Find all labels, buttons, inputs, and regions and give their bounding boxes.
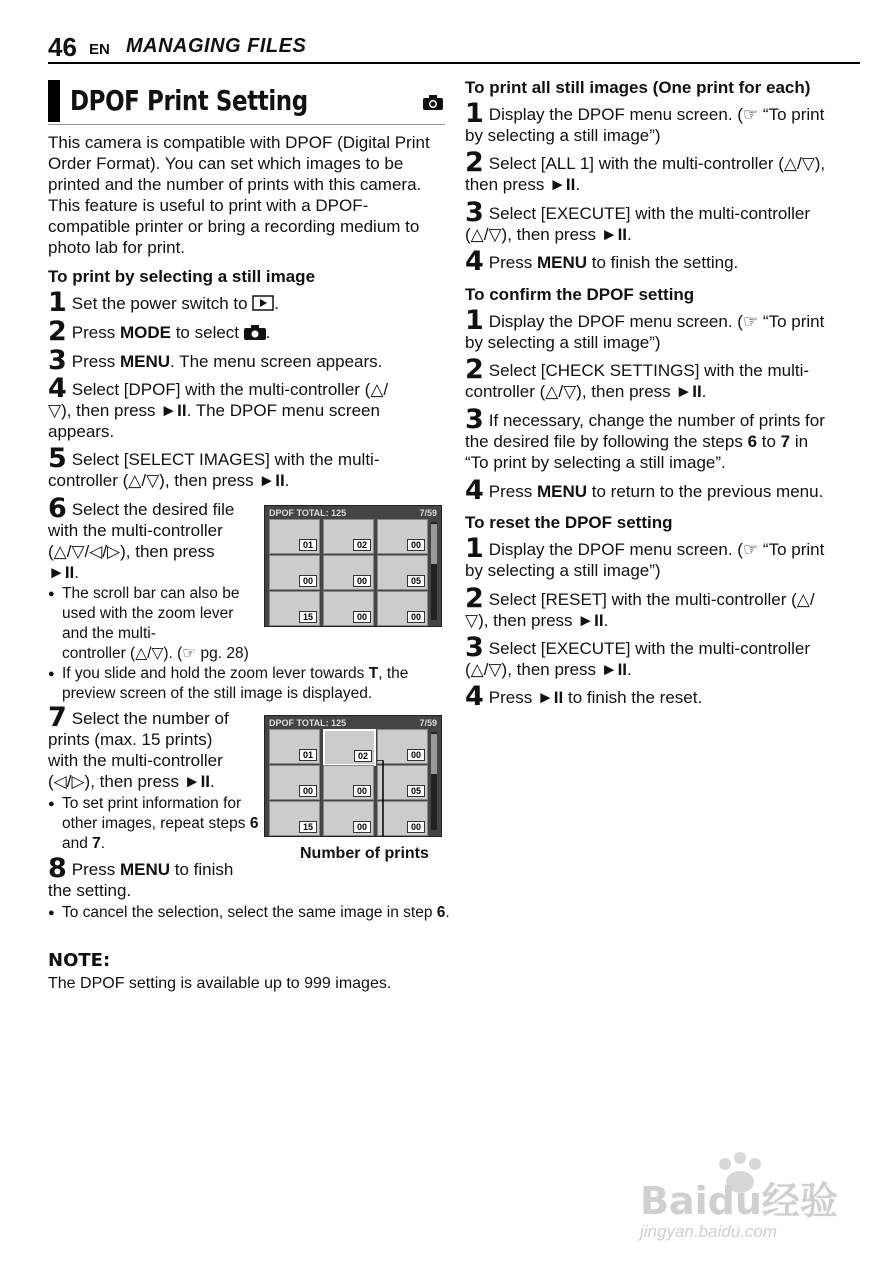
watermark-url: jingyan.baidu.com — [640, 1222, 778, 1241]
bullet-scroll-bar-cont: controller (△/▽). (☞ pg. 28) — [62, 645, 249, 662]
step-4: 4 Select [DPOF] with the multi-controller (△/ ▽), then press ►II. The DPOF menu screen appears. — [48, 373, 389, 441]
thumbnail-cell: 00 — [269, 765, 320, 800]
step-6: 6 Select the desired file with the multi-controller (△/▽/◁/▷), then press ►II. — [48, 493, 235, 582]
watermark-brand: Baidu经验 — [640, 1179, 838, 1223]
thumbnail-cell: 00 — [323, 765, 374, 800]
title-bar — [48, 80, 60, 122]
thumbnail-cell: 02 — [323, 519, 374, 554]
thumbnail-cell: 05 — [377, 765, 428, 800]
screen-scrollbar — [431, 522, 437, 620]
page-title-block — [48, 80, 445, 125]
page-number: 46 — [48, 32, 77, 62]
heading-print-all: To print all still images (One print for each) — [465, 78, 811, 97]
number-of-prints-caption: Number of prints — [300, 845, 429, 862]
confirm-step-4: 4 Press MENU to return to the previous menu. — [465, 475, 824, 506]
thumbnail-cell: 15 — [269, 591, 320, 626]
step-5: 5 Select [SELECT IMAGES] with the multi- controller (△/▽), then press ►II. — [48, 443, 380, 490]
thumbnail-cell: 00 — [323, 801, 374, 836]
language-label: EN — [89, 41, 110, 58]
bullet-zoom-lever: ● If you slide and hold the zoom lever towards T, the preview screen of the still image is displayed. — [48, 664, 454, 704]
callout-line — [365, 760, 395, 840]
screen-header: DPOF TOTAL: 125 7/59 — [269, 508, 437, 518]
thumbnail-cell: 00 — [323, 555, 374, 590]
all-step-3: 3 Select [EXECUTE] with the multi-controller (△/▽), then press ►II. — [465, 197, 811, 244]
thumbnail-cell: 01 — [269, 519, 320, 554]
all-step-2: 2 Select [ALL 1] with the multi-controller (△/▽), then press ►II. — [465, 147, 826, 194]
camera-icon — [423, 95, 443, 110]
note-heading: NOTE: — [48, 950, 111, 971]
confirm-step-2: 2 Select [CHECK SETTINGS] with the multi- controller (△/▽), then press ►II. — [465, 354, 810, 401]
thumbnail-cell: 00 — [377, 801, 428, 836]
step-8: 8 Press MENU to finish the setting. — [48, 853, 234, 900]
reset-step-1: 1 Display the DPOF menu screen. (☞ “To print by selecting a still image”) — [465, 533, 825, 580]
heading-select-still: To print by selecting a still image — [48, 267, 316, 286]
confirm-step-3: 3 If necessary, change the number of prints for the desired file by following the steps 6 to 7 in “To print by selecting a still image”. — [465, 404, 825, 472]
step-7: 7 Select the number of prints (max. 15 prints) with the multi-controller (◁/▷), then press ►II. — [48, 702, 229, 791]
step-3: 3 Press MENU. The menu screen appears. — [48, 345, 383, 376]
bullet-repeat-steps: ● To set print information for other images, repeat steps 6 and 7. — [48, 794, 262, 854]
page-header — [48, 32, 860, 64]
section-title: MANAGING FILES — [126, 35, 307, 57]
thumbnail-cell: 00 — [377, 591, 428, 626]
reset-step-4: 4 Press ►II to finish the reset. — [465, 681, 703, 712]
bullet-scroll-bar: ● The scroll bar can also be used with the zoom lever and the multi- — [48, 584, 252, 644]
step-1: 1 Set the power switch to . — [48, 287, 280, 318]
thumbnail-cell-selected: 02 — [323, 729, 376, 766]
dpof-screen-select — [264, 505, 442, 627]
thumbnail-cell: 00 — [323, 591, 374, 626]
heading-reset: To reset the DPOF setting — [465, 513, 673, 532]
thumbnail-cell: 00 — [377, 729, 428, 764]
thumbnail-cell: 15 — [269, 801, 320, 836]
all-step-1: 1 Display the DPOF menu screen. (☞ “To print by selecting a still image”) — [465, 98, 825, 145]
heading-confirm: To confirm the DPOF setting — [465, 285, 695, 304]
step-2: 2 Press MODE to select . — [48, 316, 271, 347]
bullet-cancel-selection: ● To cancel the selection, select the same image in step 6. — [48, 903, 454, 923]
screen-scrollbar — [431, 732, 437, 830]
confirm-step-1: 1 Display the DPOF menu screen. (☞ “To print by selecting a still image”) — [465, 305, 825, 352]
reset-step-3: 3 Select [EXECUTE] with the multi-controller (△/▽), then press ►II. — [465, 632, 811, 679]
play-mode-icon — [252, 295, 274, 311]
page-title: DPOF Print Setting — [70, 84, 308, 117]
note-text: The DPOF setting is available up to 999 images. — [48, 975, 392, 992]
baidu-watermark — [640, 1150, 850, 1250]
screen-header: DPOF TOTAL: 125 7/59 — [269, 718, 437, 728]
dpof-screen-prints — [264, 715, 442, 837]
thumbnail-cell: 05 — [377, 555, 428, 590]
thumbnail-cell: 00 — [269, 555, 320, 590]
camera-icon — [244, 324, 266, 340]
reset-step-2: 2 Select [RESET] with the multi-controller (△/ ▽), then press ►II. — [465, 583, 815, 630]
thumbnail-cell: 00 — [377, 519, 428, 554]
thumbnail-cell: 01 — [269, 729, 320, 764]
intro-paragraph: This camera is compatible with DPOF (Digital Print Order Format). You can set which images to be printed and the number of prints with this camera. This feature is useful to print with a DPOF-compatible printer or bring a recording medium to photo lab for print. — [48, 133, 430, 257]
all-step-4: 4 Press MENU to finish the setting. — [465, 246, 739, 277]
